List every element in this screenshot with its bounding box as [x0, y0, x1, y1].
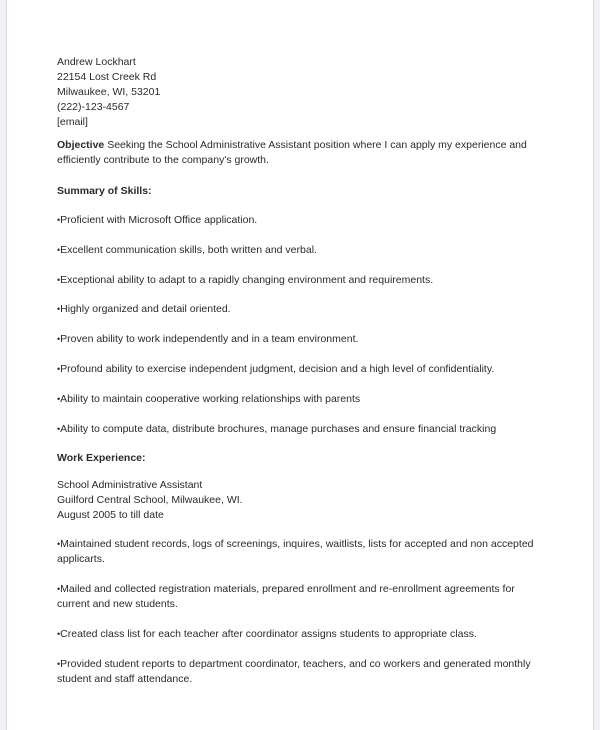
experience-heading: Work Experience:	[57, 452, 146, 465]
duty-item: • Created class list for each teacher after coordinator assigns students to appropriate class.	[57, 627, 547, 642]
skill-item: • Proven ability to work independently and in a team environment.	[57, 332, 547, 347]
contact-email: [email]	[57, 116, 88, 128]
duty-item: • Mailed and collected registration materials, prepared enrollment and re-enrollment agreements for current and new students.	[57, 582, 547, 612]
duty-item: • Provided student reports to department coordinator, teachers, and co workers and generated monthly student and staff attendance.	[57, 657, 547, 687]
contact-name: Andrew Lockhart	[57, 56, 136, 68]
duties-list	[57, 537, 547, 687]
objective-paragraph	[57, 138, 547, 168]
skills-list	[57, 213, 547, 437]
job-dates: August 2005 to till date	[57, 509, 164, 522]
resume-content	[57, 55, 547, 702]
contact-block	[57, 55, 547, 130]
contact-city: Milwaukee, WI, 53201	[57, 86, 161, 98]
skills-heading: Summary of Skills:	[57, 185, 152, 197]
skill-item: • Exceptional ability to adapt to a rapidly changing environment and requirements.	[57, 273, 547, 288]
job-employer: Guilford Central School, Milwaukee, WI.	[57, 494, 243, 507]
skill-item: • Proficient with Microsoft Office application.	[57, 213, 547, 228]
skill-item: • Excellent communication skills, both written and verbal.	[57, 243, 547, 258]
skill-item: • Profound ability to exercise independent judgment, decision and a high level of confidentiality.	[57, 362, 547, 377]
contact-street: 22154 Lost Creek Rd	[57, 71, 157, 83]
document-page	[6, 0, 594, 730]
objective-label: Objective	[57, 139, 105, 151]
contact-phone: (222)-123-4567	[57, 101, 130, 113]
duty-item: • Maintained student records, logs of screenings, inquires, waitlists, lists for accepted and non accepted applicarts.	[57, 537, 547, 567]
skill-item: • Ability to compute data, distribute brochures, manage purchases and ensure financial tracking	[57, 422, 547, 437]
job-block	[57, 478, 547, 523]
job-title: School Administrative Assistant	[57, 479, 203, 492]
skill-item: • Highly organized and detail oriented.	[57, 302, 547, 317]
objective-text: Seeking the School Administrative Assistant position where I can apply my experience and efficiently contribute to the company's growth.	[57, 139, 527, 166]
skill-item: • Ability to maintain cooperative working relationships with parents	[57, 392, 547, 407]
